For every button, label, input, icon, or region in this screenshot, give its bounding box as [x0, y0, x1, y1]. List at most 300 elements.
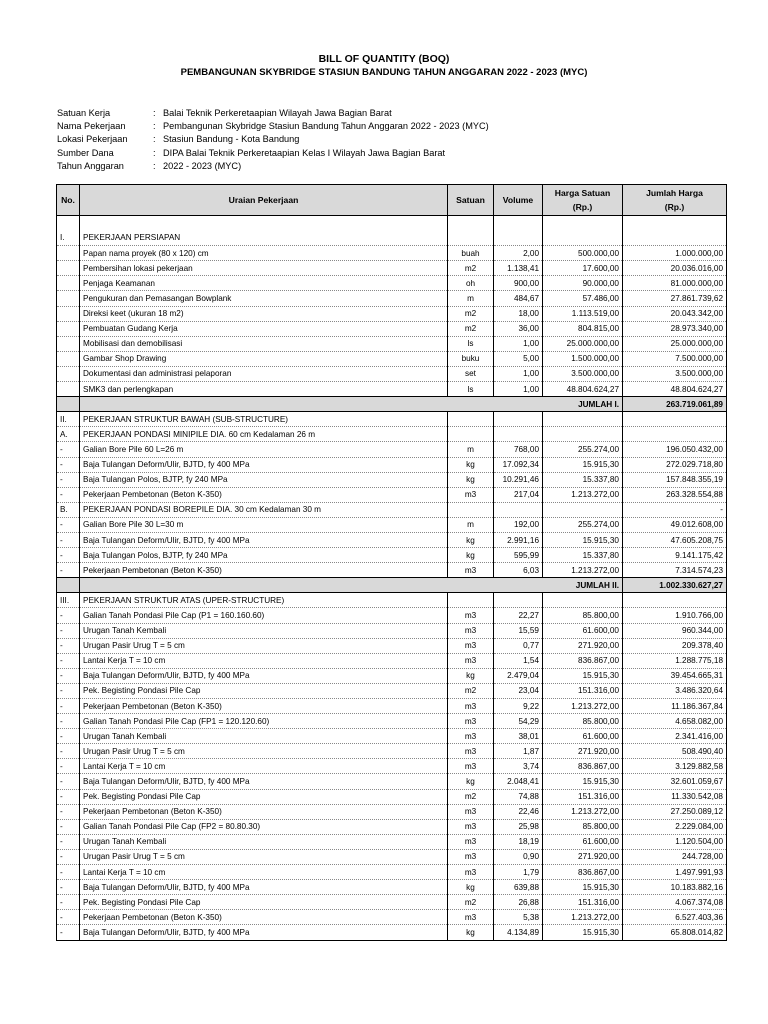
row-volume: 0,90	[494, 849, 543, 864]
row-volume	[494, 593, 543, 608]
row-unit-price: 85.800,00	[543, 714, 623, 729]
row-total-price: 11.186.367,84	[623, 699, 727, 714]
row-total-price: 81.000.000,00	[623, 276, 727, 291]
row-unit: m3	[448, 699, 494, 714]
item-row	[57, 366, 727, 381]
row-total-price: 1.000.000,00	[623, 246, 727, 261]
row-unit: m3	[448, 865, 494, 880]
row-volume: 768,00	[494, 442, 543, 457]
row-number: -	[57, 819, 80, 834]
row-description: Pembuatan Gudang Kerja	[80, 321, 448, 336]
row-unit-price: 271.920,00	[543, 849, 623, 864]
row-description: Pek. Begisting Pondasi Pile Cap	[80, 789, 448, 804]
row-description: PEKERJAAN STRUKTUR ATAS (UPER-STRUCTURE)	[80, 593, 448, 608]
section-row	[57, 231, 727, 246]
row-unit: kg	[448, 925, 494, 940]
empty-cell	[448, 216, 494, 231]
row-description: Urugan Tanah Kembali	[80, 834, 448, 849]
row-unit-price: 255.274,00	[543, 442, 623, 457]
row-total-price	[623, 427, 727, 442]
row-number: -	[57, 774, 80, 789]
row-unit-price: 61.600,00	[543, 623, 623, 638]
item-row	[57, 653, 727, 668]
row-total-price: 7.314.574,23	[623, 563, 727, 578]
row-total-price: 1.288.775,18	[623, 653, 727, 668]
row-number	[57, 291, 80, 306]
row-number: -	[57, 865, 80, 880]
item-row	[57, 442, 727, 457]
item-row	[57, 457, 727, 472]
row-unit: set	[448, 366, 494, 381]
row-unit: m2	[448, 261, 494, 276]
project-info-separator: :	[153, 121, 156, 132]
row-unit-price: 271.920,00	[543, 638, 623, 653]
item-row	[57, 548, 727, 563]
item-row	[57, 804, 727, 819]
row-number: B.	[57, 502, 80, 517]
row-unit-price: 1.213.272,00	[543, 910, 623, 925]
project-info-separator: :	[153, 160, 156, 171]
row-unit-price: 15.915,30	[543, 774, 623, 789]
header-no: No.	[57, 185, 80, 216]
project-info-separator: :	[153, 134, 156, 145]
row-total-price: 3.129.882,58	[623, 759, 727, 774]
row-unit	[448, 502, 494, 517]
row-description: Galian Tanah Pondasi Pile Cap (P1 = 160.160.60)	[80, 608, 448, 623]
row-number: -	[57, 668, 80, 683]
row-volume: 22,27	[494, 608, 543, 623]
item-row	[57, 744, 727, 759]
row-unit	[448, 231, 494, 246]
row-description: Pekerjaan Pembetonan (Beton K-350)	[80, 910, 448, 925]
row-unit: m3	[448, 608, 494, 623]
row-unit-price: 3.500.000,00	[543, 366, 623, 381]
row-unit: ls	[448, 336, 494, 351]
item-row	[57, 774, 727, 789]
item-row	[57, 276, 727, 291]
row-number: -	[57, 563, 80, 578]
row-total-price: 27.250.089,12	[623, 804, 727, 819]
row-number: -	[57, 548, 80, 563]
row-volume: 18,19	[494, 834, 543, 849]
item-row	[57, 819, 727, 834]
row-total-price: 27.861.739,62	[623, 291, 727, 306]
item-row	[57, 880, 727, 895]
row-number: -	[57, 442, 80, 457]
header-description: Uraian Pekerjaan	[80, 185, 448, 216]
row-unit: m2	[448, 321, 494, 336]
row-unit	[448, 427, 494, 442]
row-unit: m	[448, 517, 494, 532]
row-unit: m2	[448, 683, 494, 698]
row-description: PEKERJAAN STRUKTUR BAWAH (SUB-STRUCTURE)	[80, 412, 448, 427]
row-total-price: 4.067.374,08	[623, 895, 727, 910]
row-number: -	[57, 834, 80, 849]
row-description: Pekerjaan Pembetonan (Beton K-350)	[80, 804, 448, 819]
row-number: -	[57, 457, 80, 472]
subtotal-label: JUMLAH I.	[80, 397, 623, 412]
row-unit-price: 151.316,00	[543, 895, 623, 910]
row-volume: 36,00	[494, 321, 543, 336]
row-description: Pekerjaan Pembetonan (Beton K-350)	[80, 699, 448, 714]
row-total-price: 1.120.504,00	[623, 834, 727, 849]
row-number: I.	[57, 231, 80, 246]
project-info-row	[57, 107, 489, 120]
item-row	[57, 683, 727, 698]
row-total-price: 508.490,40	[623, 744, 727, 759]
row-number: -	[57, 759, 80, 774]
row-unit-price: 15.915,30	[543, 532, 623, 547]
section-row	[57, 427, 727, 442]
row-number: -	[57, 472, 80, 487]
row-unit-price	[543, 593, 623, 608]
row-volume: 484,67	[494, 291, 543, 306]
row-unit: m3	[448, 744, 494, 759]
row-unit-price: 1.213.272,00	[543, 487, 623, 502]
row-unit: m3	[448, 638, 494, 653]
row-description: PEKERJAAN PERSIAPAN	[80, 231, 448, 246]
project-info-separator: :	[153, 147, 156, 158]
row-unit-price: 15.915,30	[543, 457, 623, 472]
row-description: Pek. Begisting Pondasi Pile Cap	[80, 895, 448, 910]
row-total-price: 9.141.175,42	[623, 548, 727, 563]
document-subtitle: PEMBANGUNAN SKYBRIDGE STASIUN BANDUNG TAHUN ANGGARAN 2022 - 2023 (MYC)	[180, 67, 588, 78]
row-number: -	[57, 880, 80, 895]
row-unit: m3	[448, 819, 494, 834]
row-volume: 25,98	[494, 819, 543, 834]
row-unit-price: 48.804.624,27	[543, 382, 623, 397]
row-number	[57, 351, 80, 366]
item-row	[57, 382, 727, 397]
row-volume: 38,01	[494, 729, 543, 744]
item-row	[57, 668, 727, 683]
row-volume: 9,22	[494, 699, 543, 714]
item-row	[57, 487, 727, 502]
row-volume: 217,04	[494, 487, 543, 502]
item-row	[57, 351, 727, 366]
row-unit-price: 61.600,00	[543, 729, 623, 744]
row-unit: kg	[448, 668, 494, 683]
row-description: Gambar Shop Drawing	[80, 351, 448, 366]
item-row	[57, 321, 727, 336]
row-number: -	[57, 653, 80, 668]
item-row	[57, 789, 727, 804]
header-unit-price	[543, 185, 623, 216]
row-volume: 1,00	[494, 382, 543, 397]
row-volume: 595,99	[494, 548, 543, 563]
document-title: BILL OF QUANTITY (BOQ)	[318, 53, 450, 65]
row-unit-price: 25.000.000,00	[543, 336, 623, 351]
row-volume: 5,38	[494, 910, 543, 925]
subtotal-row	[57, 578, 727, 593]
row-number	[57, 321, 80, 336]
row-volume: 15,59	[494, 623, 543, 638]
row-unit: kg	[448, 880, 494, 895]
row-description: Baja Tulangan Polos, BJTP, fy 240 MPa	[80, 472, 448, 487]
row-description: Urugan Pasir Urug T = 5 cm	[80, 638, 448, 653]
row-number: -	[57, 895, 80, 910]
row-volume: 74,88	[494, 789, 543, 804]
row-number: -	[57, 744, 80, 759]
row-number	[57, 382, 80, 397]
project-info-row	[57, 120, 489, 133]
row-unit-price	[543, 502, 623, 517]
row-unit-price: 1.213.272,00	[543, 699, 623, 714]
row-unit: m3	[448, 834, 494, 849]
row-volume	[494, 427, 543, 442]
row-description: Pengukuran dan Pemasangan Bowplank	[80, 291, 448, 306]
row-total-price: 25.000.000,00	[623, 336, 727, 351]
row-unit-price: 255.274,00	[543, 517, 623, 532]
empty-cell	[80, 216, 448, 231]
row-unit-price: 15.915,30	[543, 880, 623, 895]
item-row	[57, 638, 727, 653]
row-unit: m3	[448, 804, 494, 819]
row-number: -	[57, 910, 80, 925]
row-description: Urugan Tanah Kembali	[80, 729, 448, 744]
row-unit-price: 15.915,30	[543, 668, 623, 683]
empty-cell	[57, 397, 80, 412]
row-unit: m3	[448, 487, 494, 502]
row-number: A.	[57, 427, 80, 442]
empty-cell	[57, 578, 80, 593]
row-unit-price	[543, 412, 623, 427]
item-row	[57, 623, 727, 638]
project-info-label: Lokasi Pekerjaan	[57, 134, 128, 145]
row-description: Urugan Tanah Kembali	[80, 623, 448, 638]
row-number: II.	[57, 412, 80, 427]
row-total-price: 1.497.991,93	[623, 865, 727, 880]
boq-table	[56, 184, 727, 941]
row-description: Baja Tulangan Deform/Ulir, BJTD, fy 400 MPa	[80, 880, 448, 895]
row-description: SMK3 dan perlengkapan	[80, 382, 448, 397]
row-number: -	[57, 608, 80, 623]
row-total-price: 32.601.059,67	[623, 774, 727, 789]
section-row	[57, 502, 727, 517]
row-volume: 1,54	[494, 653, 543, 668]
row-number: -	[57, 849, 80, 864]
row-total-price: 2.341.416,00	[623, 729, 727, 744]
row-total-price: 7.500.000,00	[623, 351, 727, 366]
row-total-price: 11.330.542,08	[623, 789, 727, 804]
item-row	[57, 472, 727, 487]
row-volume: 2.479,04	[494, 668, 543, 683]
row-description: Penjaga Keamanan	[80, 276, 448, 291]
row-description: PEKERJAAN PONDASI MINIPILE DIA. 60 cm Kedalaman 26 m	[80, 427, 448, 442]
row-unit: m	[448, 442, 494, 457]
row-volume: 2.991,16	[494, 532, 543, 547]
row-number: -	[57, 729, 80, 744]
row-number	[57, 246, 80, 261]
project-info-label: Nama Pekerjaan	[57, 121, 126, 132]
item-row	[57, 910, 727, 925]
row-description: Urugan Pasir Urug T = 5 cm	[80, 849, 448, 864]
section-row	[57, 593, 727, 608]
row-description: Galian Bore Pile 60 L=26 m	[80, 442, 448, 457]
row-unit: m2	[448, 306, 494, 321]
row-description: Baja Tulangan Deform/Ulir, BJTD, fy 400 MPa	[80, 925, 448, 940]
row-unit: oh	[448, 276, 494, 291]
row-number	[57, 276, 80, 291]
row-unit: m	[448, 291, 494, 306]
row-total-price: 196.050.432,00	[623, 442, 727, 457]
row-description: Direksi keet (ukuran 18 m2)	[80, 306, 448, 321]
row-unit: kg	[448, 532, 494, 547]
item-row	[57, 729, 727, 744]
row-volume: 5,00	[494, 351, 543, 366]
item-row	[57, 925, 727, 940]
item-row	[57, 759, 727, 774]
item-row	[57, 291, 727, 306]
row-unit-price: 1.500.000,00	[543, 351, 623, 366]
project-info-value: Pembangunan Skybridge Stasiun Bandung Tahun Anggaran 2022 - 2023 (MYC)	[163, 121, 489, 132]
row-number: -	[57, 532, 80, 547]
row-unit-price: 151.316,00	[543, 683, 623, 698]
row-volume: 2,00	[494, 246, 543, 261]
row-volume	[494, 412, 543, 427]
row-volume: 1,00	[494, 336, 543, 351]
row-description: Dokumentasi dan administrasi pelaporan	[80, 366, 448, 381]
row-volume: 3,74	[494, 759, 543, 774]
row-unit: buku	[448, 351, 494, 366]
row-volume: 4.134,89	[494, 925, 543, 940]
row-number	[57, 306, 80, 321]
row-number: -	[57, 487, 80, 502]
row-unit	[448, 593, 494, 608]
row-total-price: -	[623, 502, 727, 517]
row-unit-price: 15.337,80	[543, 548, 623, 563]
row-description: Lantai Kerja T = 10 cm	[80, 759, 448, 774]
project-info-value: Balai Teknik Perkeretaapian Wilayah Jawa Bagian Barat	[163, 108, 392, 118]
row-volume: 192,00	[494, 517, 543, 532]
row-volume	[494, 502, 543, 517]
project-info-label: Satuan Kerja	[57, 108, 111, 118]
project-info-label: Sumber Dana	[57, 147, 114, 158]
row-description: Baja Tulangan Deform/Ulir, BJTD, fy 400 MPa	[80, 532, 448, 547]
row-description: Lantai Kerja T = 10 cm	[80, 653, 448, 668]
row-total-price: 272.029.718,80	[623, 457, 727, 472]
row-unit-price: 1.213.272,00	[543, 804, 623, 819]
row-total-price: 263.328.554,88	[623, 487, 727, 502]
row-volume: 900,00	[494, 276, 543, 291]
row-unit-price	[543, 231, 623, 246]
row-volume: 6,03	[494, 563, 543, 578]
item-row	[57, 306, 727, 321]
row-number: -	[57, 714, 80, 729]
row-number: -	[57, 517, 80, 532]
row-description: Mobilisasi dan demobilisasi	[80, 336, 448, 351]
row-description: Pekerjaan Pembetonan (Beton K-350)	[80, 487, 448, 502]
project-info-value: 2022 - 2023 (MYC)	[163, 160, 242, 171]
row-unit-price: 57.486,00	[543, 291, 623, 306]
header-unit: Satuan	[448, 185, 494, 216]
row-total-price: 3.486.320,64	[623, 683, 727, 698]
row-description: Baja Tulangan Deform/Ulir, BJTD, fy 400 MPa	[80, 668, 448, 683]
row-volume: 26,88	[494, 895, 543, 910]
row-volume: 0,77	[494, 638, 543, 653]
row-volume: 54,29	[494, 714, 543, 729]
row-total-price: 4.658.082,00	[623, 714, 727, 729]
project-info-value: DIPA Balai Teknik Perkeretaapian Kelas I Wilayah Jawa Bagian Barat	[163, 147, 446, 158]
row-description: PEKERJAAN PONDASI BOREPILE DIA. 30 cm Kedalaman 30 m	[80, 502, 448, 517]
row-total-price: 10.183.882,16	[623, 880, 727, 895]
row-total-price: 157.848.355,19	[623, 472, 727, 487]
subtotal-label: JUMLAH II.	[80, 578, 623, 593]
project-info-label: Tahun Anggaran	[57, 160, 124, 171]
header-volume: Volume	[494, 185, 543, 216]
row-volume: 18,00	[494, 306, 543, 321]
row-total-price: 209.378,40	[623, 638, 727, 653]
row-volume: 2.048,41	[494, 774, 543, 789]
row-volume: 1,00	[494, 366, 543, 381]
project-info	[57, 107, 489, 173]
row-description: Lantai Kerja T = 10 cm	[80, 865, 448, 880]
row-volume: 1.138,41	[494, 261, 543, 276]
project-info-row	[57, 147, 489, 160]
row-volume: 17.092,34	[494, 457, 543, 472]
row-unit: m3	[448, 910, 494, 925]
row-unit-price	[543, 427, 623, 442]
item-row	[57, 849, 727, 864]
row-unit-price: 836.867,00	[543, 759, 623, 774]
header-unit-price-line2: (Rp.)	[572, 202, 593, 212]
row-unit-price: 804.815,00	[543, 321, 623, 336]
row-unit: kg	[448, 548, 494, 563]
row-total-price: 1.910.766,00	[623, 608, 727, 623]
row-description: Pekerjaan Pembetonan (Beton K-350)	[80, 563, 448, 578]
header-total-price-line1: Jumlah Harga	[646, 188, 703, 198]
row-total-price: 3.500.000,00	[623, 366, 727, 381]
row-description: Baja Tulangan Deform/Ulir, BJTD, fy 400 MPa	[80, 457, 448, 472]
row-total-price: 49.012.608,00	[623, 517, 727, 532]
row-total-price: 244.728,00	[623, 849, 727, 864]
row-unit: kg	[448, 457, 494, 472]
row-unit-price: 15.337,80	[543, 472, 623, 487]
row-number: -	[57, 804, 80, 819]
row-volume: 1,79	[494, 865, 543, 880]
row-number: -	[57, 638, 80, 653]
row-number: -	[57, 699, 80, 714]
row-number: -	[57, 683, 80, 698]
item-row	[57, 246, 727, 261]
table-body	[57, 216, 727, 941]
row-total-price: 28.973.340,00	[623, 321, 727, 336]
row-unit-price: 85.800,00	[543, 608, 623, 623]
row-description: Galian Tanah Pondasi Pile Cap (FP2 = 80.80.30)	[80, 819, 448, 834]
row-unit: kg	[448, 472, 494, 487]
empty-cell	[623, 216, 727, 231]
row-number	[57, 336, 80, 351]
row-description: Baja Tulangan Polos, BJTP, fy 240 MPa	[80, 548, 448, 563]
item-row	[57, 532, 727, 547]
spacer-row	[57, 216, 727, 231]
row-unit: m3	[448, 653, 494, 668]
row-number: -	[57, 623, 80, 638]
item-row	[57, 699, 727, 714]
row-unit-price: 836.867,00	[543, 653, 623, 668]
row-unit-price: 500.000,00	[543, 246, 623, 261]
subtotal-amount: 263.719.061,89	[623, 397, 727, 412]
row-total-price	[623, 593, 727, 608]
row-unit-price: 271.920,00	[543, 744, 623, 759]
row-number: -	[57, 789, 80, 804]
row-unit	[448, 412, 494, 427]
row-total-price	[623, 231, 727, 246]
empty-cell	[543, 216, 623, 231]
row-total-price: 20.043.342,00	[623, 306, 727, 321]
header-total-price	[623, 185, 727, 216]
row-volume	[494, 231, 543, 246]
